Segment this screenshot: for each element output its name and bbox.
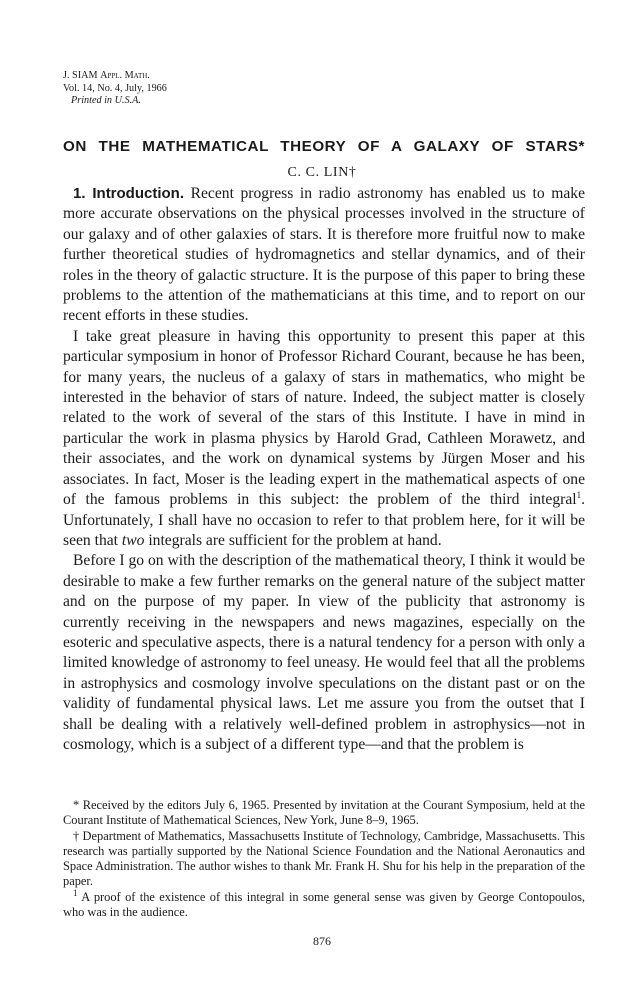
- paragraph-3: Before I go on with the description of the mathematical theory, I think it would be desirable to make a few further remarks on the general nature of the subject matter and on the purpose of my paper. In view of the publicity that astronomy is currently receiving in the newspapers and news magazines, especially on the esoteric and speculative aspects, there is a natural tendency for a person with only a limited knowledge of astronomy to feel uneasy. He would feel that all the problems in astrophysics and cosmology involve speculations on the distant past or on the validity of fundamental physical laws. Let me assure you from the outset that I shall be dealing with a relatively well-defined problem in astrophysics—not in cosmology, which is a subject of a different type—and that the problem is: [63, 552, 585, 753]
- paper-title: ON THE MATHEMATICAL THEORY OF A GALAXY OF STARS*: [63, 138, 585, 155]
- footnote-ref-1: 1: [576, 489, 582, 500]
- paragraph-2: I take great pleasure in having this opportunity to present this paper at this particular symposium in honor of Professor Richard Courant, because he has been, for many years, the nucleus of a galaxy of stars in mathematics, who might be interested in the behavior of stars of nature. Indeed, the subject matter is closely related to the work of several of the stars of this Institute. I have in mind in particular the work in plasma physics by Harold Grad, Cathleen Morawetz, and their associates, and the work on dynamical systems by Jürgen Moser and his associates. In fact, Moser is the leading expert in the mathematical aspects of one of the famous problems in this subject: the problem of the third integral$^1$. Unfortunately, I shall have no occasion to refer to that problem here, for it will be seen that two integrals are sufficient for the problem at hand.: [63, 327, 585, 549]
- author-name: C. C. LIN†: [287, 165, 357, 180]
- footnote-1: $^1$ A proof of the existence of this integral in some general sense was given by George Contopoulos, who was in the audience.: [63, 887, 585, 920]
- paragraph-1: 1. Introduction. Recent progress in radio astronomy has enabled us to make more accurate observations on the physical processes involved in the structure of our galaxy and of other galaxies of stars. It is therefore more fruitful now to make further theoretical studies of hydromagnetics and stellar dynamics, and of their roles in the theory of galactic structure. It is the purpose of this paper to bring these problems to the attention of the mathematicians at this time, and to report on our recent efforts in these studies.: [63, 185, 585, 325]
- footnote-affiliation: † Department of Mathematics, Massachusetts Institute of Technology, Cambridge, Massachusetts. This research was partially supported by the National Science Foundation and the National Aeronautics and Space Administration. The author wishes to thank Mr. Frank H. Shu for his help in the preparation of the paper.: [63, 828, 585, 889]
- journal-name-smallcaps: Appl. Math.: [100, 70, 150, 81]
- printed-note: Printed in U.S.A.: [71, 95, 141, 106]
- footnote-received: * Received by the editors July 6, 1965. Presented by invitation at the Courant Symposium, held at the Courant Institute of Mathematical Sciences, New York, June 8–9, 1965.: [63, 798, 585, 828]
- journal-header: [63, 70, 167, 108]
- volume-info: Vol. 14, No. 4, July, 1966: [63, 82, 167, 94]
- page-number: 876: [313, 934, 331, 948]
- journal-name: J. SIAM Appl. Math.: [63, 70, 150, 81]
- section-heading: 1. Introduction.: [73, 185, 185, 202]
- footnotes: [63, 798, 585, 920]
- main-text: [63, 184, 585, 755]
